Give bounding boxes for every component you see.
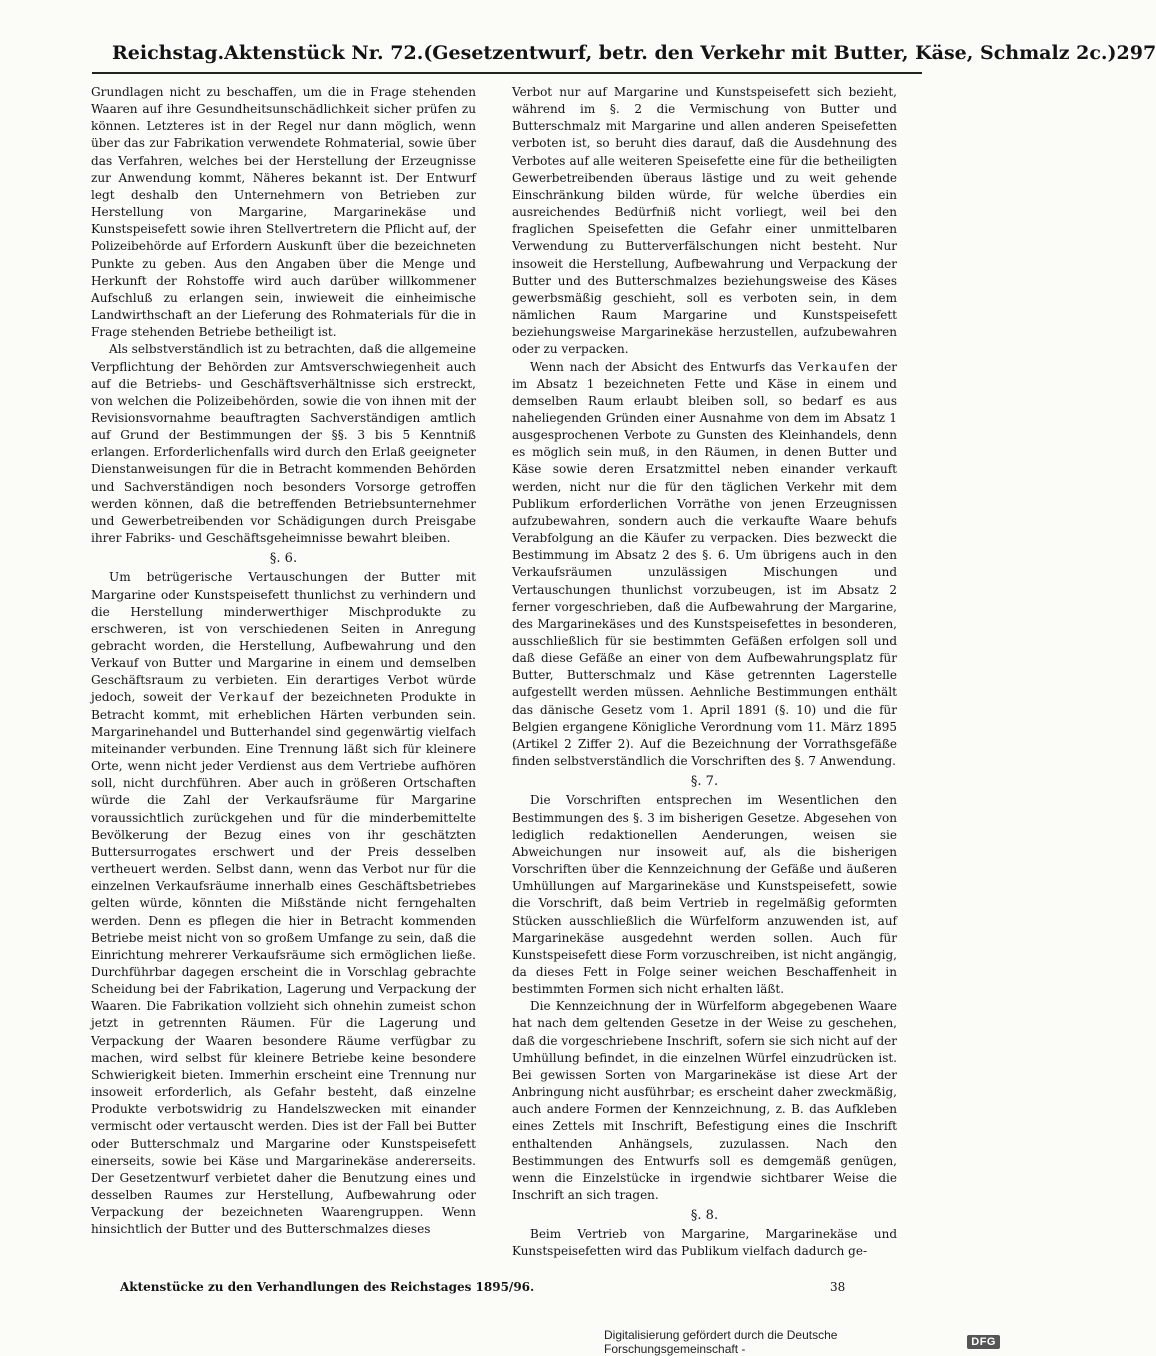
- right-column: [512, 84, 897, 1261]
- left-column: [91, 84, 476, 1238]
- page-number: 297: [1116, 42, 1156, 64]
- paragraph: Verbot nur auf Margarine und Kunstspeisefett sich bezieht, während im §. 2 die Vermischung von Butter und Butterschmalz mit Margarine und allen anderen Speisefetten verboten ist, so beruht dies darauf, daß die Ausdehnung des Verbotes auf alle weiteren Speisefette eine für die betheiligten Gewerbetreibenden überaus lästige und zu weit gehende Einschränkung bilden würde, für welche überdies ein ausreichendes Bedürfniß nicht vorliegt, weil bei den fraglichen Speisefetten die Gefahr einer unmittelbaren Verwendung zu Butterverfälschungen nicht besteht. Nur insoweit die Herstellung, Aufbewahrung und Verpackung der Butter und des Butterschmalzes beziehungsweise des Käses gewerbsmäßig geschieht, soll es verboten sein, in dem nämlichen Raum Margarine und Kunstspeisefett beziehungsweise Margarinekäse herzustellen, aufzubewahren oder zu verpacken.: [512, 85, 897, 357]
- paragraph: Die Vorschriften entsprechen im Wesentlichen den Bestimmungen des §. 3 im bisherigen Gesetze. Abgesehen von lediglich redaktionellen Aenderungen, weisen sie Abweichungen nur insoweit auf, als die bisherigen Vorschriften über die Kennzeichnung der Gefäße und äußeren Umhüllungen auf Margarinekäse und Kunstspeisefett, sowie die Vorschrift, daß beim Vertrieb in regelmäßig geformten Stücken ausschließlich die Würfelform anzuwenden ist, auf Margarinekäse ausgedehnt werden sollen. Auch für Kunstspeisefett diese Form vorzuschreiben, ist nicht angängig, da dieses Fett in Folge seiner weichen Beschaffenheit in bestimmten Formen sich nicht erhalten läßt.: [512, 793, 897, 997]
- paragraph: Beim Vertrieb von Margarine, Margarinekäse und Kunstspeisefetten wird das Publikum vielfach dadurch ge-: [512, 1227, 897, 1259]
- section-heading-8: §. 8.: [690, 1208, 719, 1224]
- header-rule: [92, 72, 922, 74]
- dfg-logo-icon: DFG: [967, 1335, 1000, 1349]
- paragraph: Die Kennzeichnung der in Würfelform abgegebenen Waare hat nach dem geltenden Gesetze in der Weise zu geschehen, daß die vorgeschriebene Inschrift, sofern sie sich nicht auf der Umhüllung befindet, in die einzelnen Würfel einzudrücken ist. Bei gewissen Sorten von Margarinekäse ist diese Art der Anbringung nicht ausführbar; es erscheint daher zweckmäßig, auch andere Formen der Kennzeichnung, z. B. das Aufkleben eines Zettels mit Inschrift, Befestigung eines die Inschrift enthaltenden Anhängsels, zuzulassen. Nach den Bestimmungen des Entwurfs soll es demgemäß genügen, wenn die Einzelstücke in irgendwie sichtbarer Weise die Inschrift an sich tragen.: [512, 999, 897, 1202]
- spaced-emphasis: Verkauf: [219, 690, 275, 705]
- footer-source: Aktenstücke zu den Verhandlungen des Reichstages 1895/96.: [120, 1280, 535, 1294]
- section-heading-7: §. 7.: [690, 774, 719, 790]
- dfg-credit: [604, 1328, 1000, 1356]
- dfg-credit-text: Digitalisierung gefördert durch die Deutsche Forschungsgemeinschaft -: [604, 1328, 838, 1356]
- header-document-number: Aktenstück Nr. 72.: [224, 42, 424, 64]
- sheet-signature: 38: [830, 1280, 846, 1294]
- section-heading-6: §. 6.: [269, 551, 298, 567]
- paragraph: Um betrügerische Vertauschungen der Butter mit Margarine oder Kunstspeisefett thunlichst zu verhindern und die Herstellung minderwerthiger Mischprodukte zu erschweren, ist von verschiedenen Seiten in Anregung gebracht worden, die Herstellung, Aufbewahrung und den Verkauf von Butter und Margarine in einem und demselben Geschäftsraum zu verbieten. Ein derartiges Verbot würde jedoch, soweit der Verkauf der bezeichneten Produkte in Betracht kommt, mit erheblichen Härten verbunden sein. Margarinehandel und Butterhandel sind gegenwärtig vielfach miteinander verbunden. Eine Trennung läßt sich für kleinere Orte, wenn nicht jeder Verdienst aus dem Vertriebe aufhören soll, nicht durchführen. Aber auch in größeren Ortschaften würde die Zahl der Verkaufsräume für Margarine voraussichtlich zurückgehen und für die minderbemittelte Bevölkerung der Bezug eines von ihr geschätzten Buttersurrogates erschwert und der Preis desselben vertheuert werden. Selbst dann, wenn das Verbot nur für die einzelnen Verkaufsräume innerhalb eines Geschäftsbetriebes gelten würde, könnten die Mißstände nicht ferngehalten werden. Denn es pflegen die hier in Betracht kommenden Betriebe meist nicht von so großem Umfange zu sein, daß die Einrichtung mehrerer Verkaufsräume sich ermöglichen ließe. Durchführbar dagegen erscheint die in Vorschlag gebrachte Scheidung bei der Fabrikation, Lagerung und Verpackung der Waaren. Die Fabrikation vollzieht sich ohnehin zumeist schon jetzt in getrennten Räumen. Für die Lagerung und Verpackung der Waaren besondere Räume verfügbar zu machen, wird selbst für kleinere Betriebe keine besondere Schwierigkeit bieten. Immerhin erscheint eine Trennung nur insoweit erforderlich, als Gefahr besteht, daß einzelne Produkte verbotswidrig zu Handelszwecken mit einander vermischt oder vertauscht werden. Dies ist der Fall bei Butter oder Butterschmalz und Margarine oder Kunstspeisefett einerseits, sowie bei Käse und Margarinekäse andererseits. Der Gesetzentwurf verbietet daher die Benutzung eines und desselben Raumes zur Herstellung, Aufbewahrung oder Verpackung der bezeichneten Waarengruppen. Wenn hinsichtlich der Butter und des Butterschmalzes dieses: [91, 570, 476, 1237]
- paragraph: Wenn nach der Absicht des Entwurfs das Verkaufen der im Absatz 1 bezeichneten Fette und Käse in einem und demselben Raum erlaubt bleiben soll, so bedarf es aus naheliegenden Gründen einer Ausnahme von dem im Absatz 1 ausgesprochenen Verbote zu Gunsten des Kleinhandels, denn es möglich sein muß, in den Räumen, in denen Butter und Käse sowie deren Ersatzmittel neben einander verkauft werden, nicht nur die für den täglichen Verkehr mit dem Publikum erforderlichen Vorräthe von jenen Erzeugnissen aufzubewahren, sondern auch die verkaufte Waare behufs Verabfolgung an die Käufer zu verpacken. Dies bezweckt die Bestimmung im Absatz 2 des §. 6. Um übrigens auch in den Verkaufsräumen unzulässigen Mischungen und Vertauschungen thunlichst vorzubeugen, ist im Absatz 2 ferner vorgeschrieben, daß die Aufbewahrung der Margarine, des Margarinekäses und des Kunstspeisefettes in besonderen, ausschließlich für sie bestimmten Gefäßen erfolgen soll und daß diese Gefäße an einer von dem Aufbewahrungsplatz für Butter, Butterschmalz und Käse getrennten Lagerstelle aufgestellt werden müssen. Aehnliche Bestimmungen enthält das dänische Gesetz vom 1. April 1891 (§. 10) und die für Belgien ergangene Königliche Verordnung vom 11. März 1895 (Artikel 2 Ziffer 2). Auf die Bezeichnung der Vorrathsgefäße finden selbstverständlich die Vorschriften des §. 7 Anwendung.: [512, 359, 897, 769]
- running-header: [112, 38, 1156, 68]
- paragraph: Grundlagen nicht zu beschaffen, um die in Frage stehenden Waaren auf ihre Gesundheitsunschädlichkeit sicher prüfen zu können. Letzteres ist in der Regel nur dann möglich, wenn über das zur Fabrikation verwendete Rohmaterial, sowie über das Verfahren, welches bei der Herstellung der Erzeugnisse zur Anwendung kommt, Näheres bekannt ist. Der Entwurf legt deshalb den Unternehmern von Betrieben zur Herstellung von Margarine, Margarinekäse und Kunstspeisefett sowie ihren Stellvertretern die Pflicht auf, der Polizeibehörde auf Erfordern Auskunft über die bezeichneten Punkte zu geben. Aus den Angaben über die Menge und Herkunft der Rohstoffe wird auch darüber willkommener Aufschluß zu erlangen sein, inwieweit die einheimische Landwirthschaft an der Lieferung des Rohmaterials für die in Frage stehenden Betriebe betheiligt ist.: [91, 85, 476, 340]
- header-reichstag: Reichstag.: [112, 42, 225, 64]
- header-title: (Gesetzentwurf, betr. den Verkehr mit Butter, Käse, Schmalz 2c.): [423, 42, 1117, 64]
- paragraph: Als selbstverständlich ist zu betrachten, daß die allgemeine Verpflichtung der Behörden zur Amtsverschwiegenheit auch auf die Betriebs- und Geschäftsverhältnisse sich erstreckt, von welchen die Polizeibehörden, sowie die von ihnen mit der Revisionsvornahme beauftragten Sachverständigen amtlich auf Grund der Bestimmungen der §§. 3 bis 5 Kenntniß erlangen. Erforderlichenfalls wird durch den Erlaß geeigneter Dienstanweisungen für die in Betracht kommenden Behörden und Sachverständigen noch besonders Vorsorge getroffen werden können, daß die betreffenden Betriebsunternehmer und Gewerbetreibenden vor Schädigungen durch Preisgabe ihrer Fabriks- und Geschäftsgeheimnisse bewahrt bleiben.: [91, 342, 476, 546]
- spaced-emphasis: Verkaufen: [797, 359, 871, 374]
